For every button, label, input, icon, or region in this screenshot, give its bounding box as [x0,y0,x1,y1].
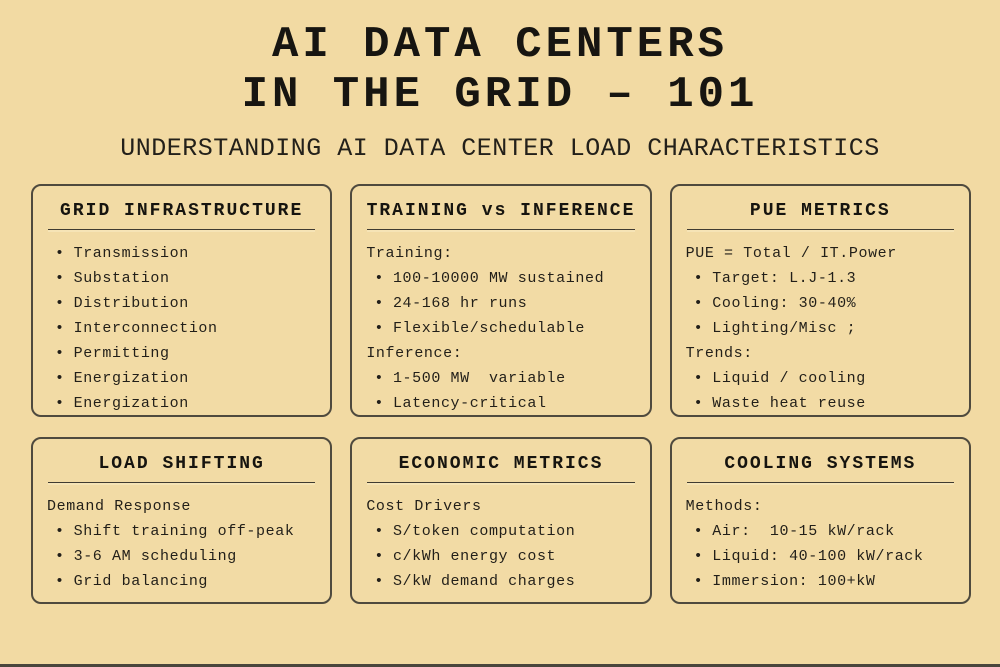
list-section-label [366,494,635,519]
bullet-icon: • [374,270,384,287]
list-item-text: c/kWh energy cost [392,548,557,565]
list-item-text: Substation [73,270,170,287]
card-title: PUE METRICS [749,201,891,221]
list-item-text: Energization [73,395,189,412]
bullet-icon: • [374,548,384,565]
title-divider [48,482,315,483]
list-item [686,266,955,291]
list-section-label [686,341,955,366]
list-item [47,544,316,569]
list-item [366,266,635,291]
title-divider [367,482,634,483]
list-item-text: Trends: [685,345,753,362]
list-item [47,366,316,391]
list-item [47,569,316,594]
list-item-text: Flexible/schedulable [392,320,585,337]
bullet-icon: • [374,295,384,312]
list-item-text: Shift training off-peak [73,523,295,540]
list-section-label [366,341,635,366]
list-item-text: Cost Drivers [366,498,482,515]
list-item [366,316,635,341]
list-item [686,391,955,416]
bullet-icon: • [693,320,704,337]
list-item-text: 3-6 AM scheduling [73,548,237,565]
list-item-text: Air: 10-15 kW/rack [712,523,895,540]
list-item-text: Permitting [73,345,170,362]
bullet-icon: • [374,370,384,387]
list-section-label [686,241,955,266]
list-item-text: S/token computation [392,523,576,540]
list-item [686,366,955,391]
list-item-text: Liquid: 40-100 kW/rack [712,548,924,565]
card-pue-metrics [670,184,971,417]
card-economic-metrics [350,437,651,604]
list-item [366,544,635,569]
list-item [47,391,316,416]
list-item-text: 1-500 MW variable [392,370,566,387]
list-section-label [686,494,955,519]
page-subtitle: UNDERSTANDING AI DATA CENTER LOAD CHARACTERISTICS [120,134,880,163]
bullet-icon: • [55,395,65,412]
title-divider [687,229,954,230]
bullet-icon: • [55,345,65,362]
bullet-icon: • [55,548,65,565]
page-header [0,0,1000,163]
list-item-text: Inference: [366,345,463,362]
bullet-icon: • [55,523,65,540]
list-item [686,291,955,316]
list-item [47,341,316,366]
list-item-text: 100-10000 MW sustained [392,270,605,287]
bullet-icon: • [374,395,384,412]
bullet-icon: • [693,370,704,387]
card-grid-infrastructure [31,184,332,417]
list-item-text: Target: L.J-1.3 [712,270,857,287]
list-item [47,519,316,544]
card-cooling-systems [670,437,971,604]
list-item-text: Demand Response [47,498,192,515]
bullet-icon: • [374,320,384,337]
list-item-text: PUE = Total / IT.Power [685,245,897,262]
bullet-icon: • [55,295,65,312]
list-item-text: Training: [366,245,453,262]
list-section-label [47,494,316,519]
cards-grid [31,184,971,604]
list-item-text: Energization [73,370,189,387]
list-item-text: Distribution [73,295,189,312]
bullet-icon: • [374,573,384,590]
bullet-icon: • [55,270,65,287]
card-title: COOLING SYSTEMS [724,454,917,474]
list-item [47,291,316,316]
card-training-vs-inference [350,184,651,417]
list-item-text: Cooling: 30-40% [712,295,857,312]
card-load-shifting [31,437,332,604]
list-item [686,519,955,544]
list-item [366,391,635,416]
list-item [366,366,635,391]
page-title-line-1: AI DATA CENTERS [271,20,729,70]
list-item-text: 24-168 hr runs [392,295,528,312]
list-item-text: Methods: [685,498,763,515]
list-item [686,544,955,569]
title-divider [48,229,315,230]
list-item-text: Immersion: 100+kW [712,573,876,590]
title-divider [367,229,634,230]
bullet-icon: • [55,245,65,262]
bullet-icon: • [693,523,704,540]
list-item [47,266,316,291]
list-item-text: S/kW demand charges [392,573,576,590]
list-item [686,316,955,341]
list-item [47,241,316,266]
page-title-line-2: IN THE GRID – 101 [241,70,759,120]
list-item-text: Grid balancing [73,573,209,590]
list-item-text: Transmission [73,245,189,262]
bullet-icon: • [693,573,704,590]
bullet-icon: • [55,370,65,387]
list-item-text: Lighting/Misc ; [712,320,857,337]
list-item-text: Waste heat reuse [712,395,866,412]
list-item [366,569,635,594]
list-item-text: Liquid / cooling [712,370,866,387]
list-item [47,316,316,341]
bullet-icon: • [693,270,704,287]
list-section-label [366,241,635,266]
bullet-icon: • [693,548,704,565]
list-item [366,291,635,316]
card-title: TRAINING vs INFERENCE [366,201,636,221]
title-divider [687,482,954,483]
card-title: LOAD SHIFTING [98,454,265,474]
bullet-icon: • [374,523,384,540]
bullet-icon: • [693,295,704,312]
list-item-text: Interconnection [73,320,218,337]
bullet-icon: • [55,573,65,590]
card-title: ECONOMIC METRICS [398,454,604,474]
list-item [366,519,635,544]
list-item [686,569,955,594]
bullet-icon: • [693,395,704,412]
bullet-icon: • [55,320,65,337]
card-title: GRID INFRASTRUCTURE [60,201,304,221]
list-item-text: Latency-critical [392,395,547,412]
